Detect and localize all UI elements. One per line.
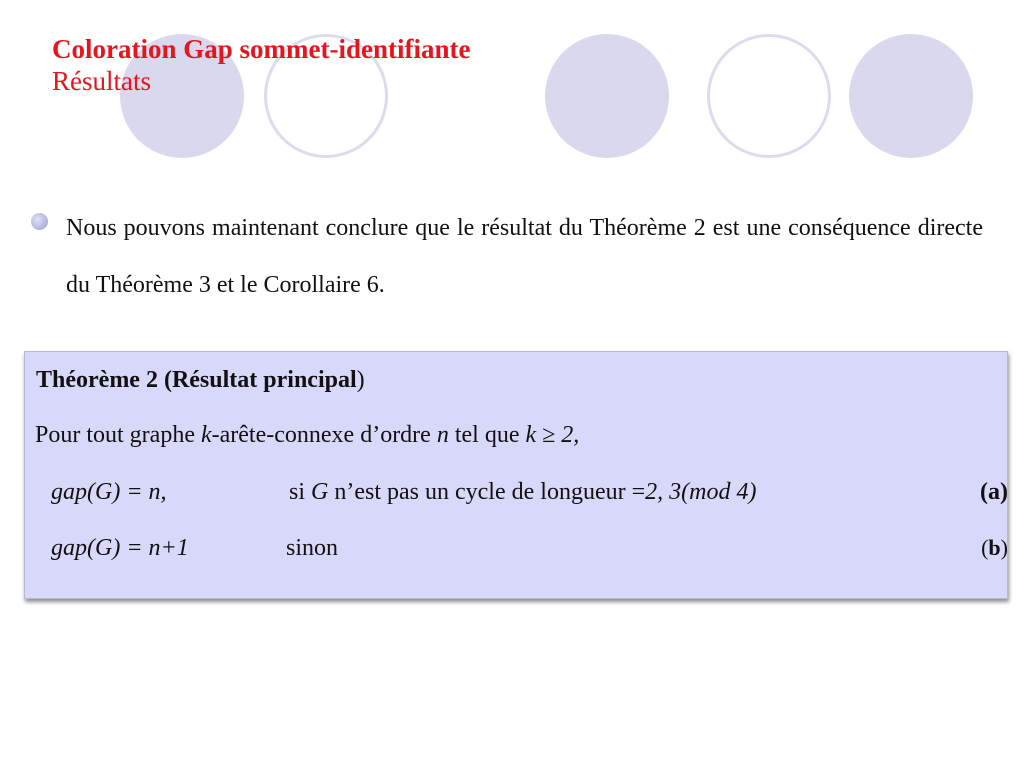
statement-part3: tel que — [448, 422, 526, 448]
bullet-dot-icon — [31, 213, 48, 230]
statement-var-k: k — [200, 422, 212, 448]
case-b-tag-close: ) — [1000, 535, 1008, 560]
statement-part2: -arête-connexe d’ordre — [211, 422, 437, 448]
decorative-circle-filled — [849, 34, 973, 158]
case-a-tag-open: ( — [980, 479, 988, 505]
case-b-formula: gap(G) = n+1 — [51, 535, 189, 561]
theorem-case-b — [51, 533, 1008, 563]
statement-part1: Pour tout graphe — [35, 422, 201, 448]
case-a-cond-mod: 2, 3(mod 4) — [645, 479, 757, 505]
decorative-circle-ring — [707, 34, 831, 158]
slide-subtitle: Résultats — [52, 66, 151, 96]
theorem-title-close: ) — [356, 367, 365, 393]
case-a-tag-close: ) — [1000, 479, 1008, 505]
decorative-circle-filled — [545, 34, 669, 158]
case-a-tag-letter: a — [988, 479, 1000, 505]
statement-condition: k ≥ 2, — [525, 422, 580, 448]
case-a-tag — [980, 477, 1008, 507]
case-b-tag-open: ( — [981, 535, 989, 560]
case-a-cond-var: G — [311, 479, 329, 505]
case-b-tag — [981, 533, 1008, 563]
theorem-title — [36, 365, 1018, 395]
slide-header — [52, 33, 470, 97]
theorem-statement — [35, 420, 1017, 450]
statement-var-n: n — [436, 422, 449, 448]
case-b-tag-letter: b — [988, 535, 1001, 560]
case-a-formula: gap(G) = n, — [51, 479, 167, 505]
case-a-cond-2: n’est pas un cycle de longueur = — [328, 479, 646, 505]
case-a-cond-1: si — [289, 479, 312, 505]
bullet-item — [31, 200, 983, 314]
theorem-title-text: Théorème 2 (Résultat principal — [36, 367, 357, 393]
bullet-text: Nous pouvons maintenant conclure que le résultat du Théorème 2 est une conséquence directe du Théorème 3 et le Corollaire 6. — [66, 215, 983, 298]
case-b-condition: sinon — [286, 535, 339, 561]
theorem-box — [24, 351, 1008, 599]
case-a-condition — [289, 477, 756, 507]
theorem-case-a — [51, 477, 1008, 507]
slide-title: Coloration Gap sommet-identifiante — [52, 34, 471, 64]
